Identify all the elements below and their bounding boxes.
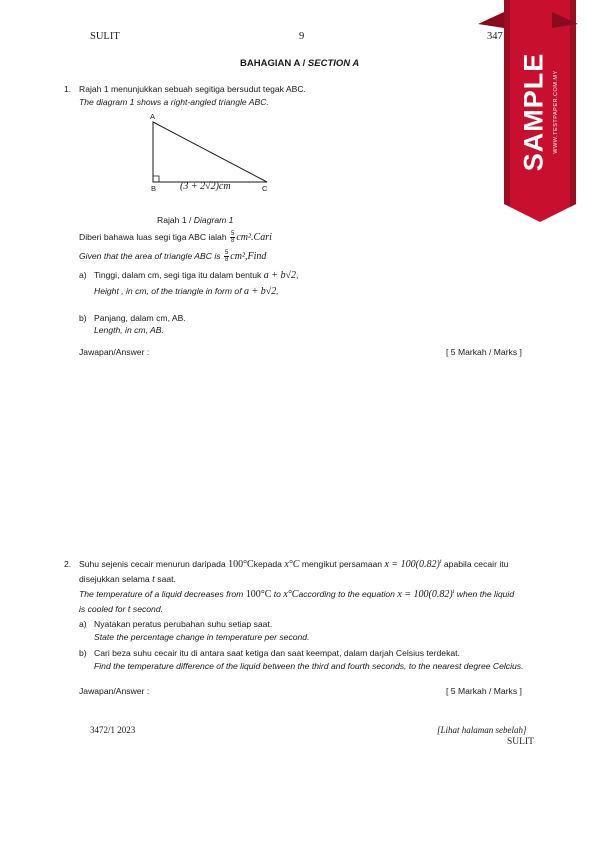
base-length-label: (3 + 2√2)cm <box>180 181 231 192</box>
q1-intro-en: The diagram 1 shows a right-angled triangle ABC. <box>79 97 269 107</box>
q2-line1-en <box>79 589 514 600</box>
q2-line2-ms <box>79 574 176 585</box>
triangle-diagram <box>145 118 280 190</box>
q1-given-ms <box>79 231 272 244</box>
vertex-a: A <box>150 112 156 121</box>
q2-number: 2. <box>64 559 72 569</box>
header-sulit: SULIT <box>90 31 120 42</box>
header-paper-code: 347 <box>487 31 503 42</box>
section-title-en: SECTION A <box>307 58 360 69</box>
fraction-den: 8 <box>231 238 235 244</box>
fraction-den: 8 <box>224 257 229 263</box>
q1-part-a-ms-expr: a + b√2 <box>263 270 296 281</box>
q1-given-en-text: Given that the area of triangle ABC is <box>79 250 221 261</box>
q1-given-en <box>79 250 266 263</box>
page-number: 9 <box>299 31 305 42</box>
section-title <box>240 58 359 69</box>
q2-line2-en-t: t <box>127 604 131 615</box>
q1-part-a-en-text: Height , in cm, of the triangle in form of <box>94 286 242 296</box>
q2-line1-en-x: x°C <box>283 589 299 600</box>
q1-marks: [ 5 Markah / Marks ] <box>446 347 522 357</box>
q1-part-a-ms-text: Tinggi, dalam cm, segi tiga itu dalam bentuk <box>94 270 262 280</box>
fraction-num: 5 <box>231 231 235 237</box>
q2-line1-en-a: The temperature of a liquid decreases from <box>79 589 244 599</box>
q1-part-b-label: b) <box>79 313 87 323</box>
q2-part-a-label: a) <box>79 619 87 629</box>
q1-part-a-en-expr: a + b√2 <box>243 286 277 297</box>
q2-line1-ms-c: mengikut persamaan <box>301 559 383 569</box>
q2-line1-en-b: to <box>273 589 281 599</box>
q1-part-a-en: Height , in cm, of the triangle in form of a + b√2, <box>94 286 279 297</box>
footer-next-page: [Lihat halaman sebelah] <box>437 725 527 735</box>
q2-line1-ms-x: x°C <box>284 559 300 570</box>
diagram-caption-en: Diagram 1 <box>193 215 234 225</box>
q1-given-ms-unit: cm².Cari <box>236 231 272 243</box>
q2-part-b-en: Find the temperature difference of the liquid between the third and fourth seconds, to the nearest degree Celcius. <box>94 661 524 671</box>
q2-line1-ms-eq-exp: t <box>439 559 442 566</box>
q1-part-b-en: Length, in cm, AB. <box>94 325 164 335</box>
diagram-caption <box>157 215 233 225</box>
q2-line1-en-temp: 100°C <box>245 589 272 600</box>
q2-line1-ms-b: kepada <box>253 559 282 569</box>
q2-marks: [ 5 Markah / Marks ] <box>446 686 522 696</box>
footer-sulit: SULIT <box>507 737 534 747</box>
q2-part-a-en: State the percentage change in temperature per second. <box>94 632 310 642</box>
q2-line1-ms-temp: 100°C <box>228 559 254 570</box>
watermark-site: WWW.TESTPAPER.COM.MY <box>553 70 559 154</box>
q2-line2-en <box>79 604 163 615</box>
q1-part-a-label: a) <box>79 270 87 280</box>
q2-part-b-label: b) <box>79 648 87 658</box>
q2-line1-ms-d: apabila cecair itu <box>443 559 509 569</box>
q2-line1-en-eq: x = 100(0.82) <box>397 589 453 600</box>
q2-line2-ms-t: t <box>152 574 155 585</box>
q1-answer-label: Jawapan/Answer : <box>79 347 150 357</box>
vertex-c: C <box>262 184 268 193</box>
section-title-ms: BAHAGIAN A / <box>240 58 308 69</box>
q2-line1-en-eq-exp: t <box>452 589 455 596</box>
q1-part-b-ms: Panjang, dalam cm, AB. <box>94 313 186 323</box>
footer-paper-code: 3472/1 2023 <box>90 725 136 735</box>
q2-line1-ms <box>79 559 508 570</box>
q2-line2-ms-a: disejukkan selama <box>79 574 150 584</box>
vertex-b: B <box>151 184 157 193</box>
q1-intro-ms: Rajah 1 menunjukkan sebuah segitiga bersudut tegak ABC. <box>79 84 306 94</box>
q2-line1-en-c: according to the equation <box>298 589 395 599</box>
q1-part-a-ms: Tinggi, dalam cm, segi tiga itu dalam bentuk a + b√2, <box>94 270 299 281</box>
q1-given-ms-text: Diberi bahawa luas segi tiga ABC ialah <box>79 231 227 242</box>
fraction-num: 5 <box>224 250 229 256</box>
sample-watermark: SAMPLE <box>518 52 549 172</box>
q2-line2-ms-b: saat. <box>157 574 176 584</box>
q2-line1-en-d: when the liquid <box>456 589 515 599</box>
q2-line1-ms-a: Suhu sejenis cecair menurun daripada <box>79 559 226 569</box>
q2-answer-label: Jawapan/Answer : <box>79 686 150 696</box>
q1-given-en-fraction <box>224 250 229 263</box>
q2-part-b-ms: Cari beza suhu cecair itu di antara saat ketiga dan saat keempat, dalam darjah Celsius terdekat. <box>94 648 460 658</box>
q2-line2-en-b: second. <box>132 604 164 614</box>
q1-given-ms-fraction <box>230 231 235 244</box>
q2-line1-ms-eq: x = 100(0.82) <box>384 559 440 570</box>
ribbon-fold <box>478 6 578 28</box>
q1-given-en-unit: cm²,Find <box>230 250 267 262</box>
q2-line2-en-a: is cooled for <box>79 604 126 614</box>
diagram-caption-ms: Rajah 1 / <box>157 215 194 225</box>
q2-part-a-ms: Nyatakan peratus perubahan suhu setiap saat. <box>94 619 273 629</box>
q1-number: 1. <box>64 84 72 94</box>
